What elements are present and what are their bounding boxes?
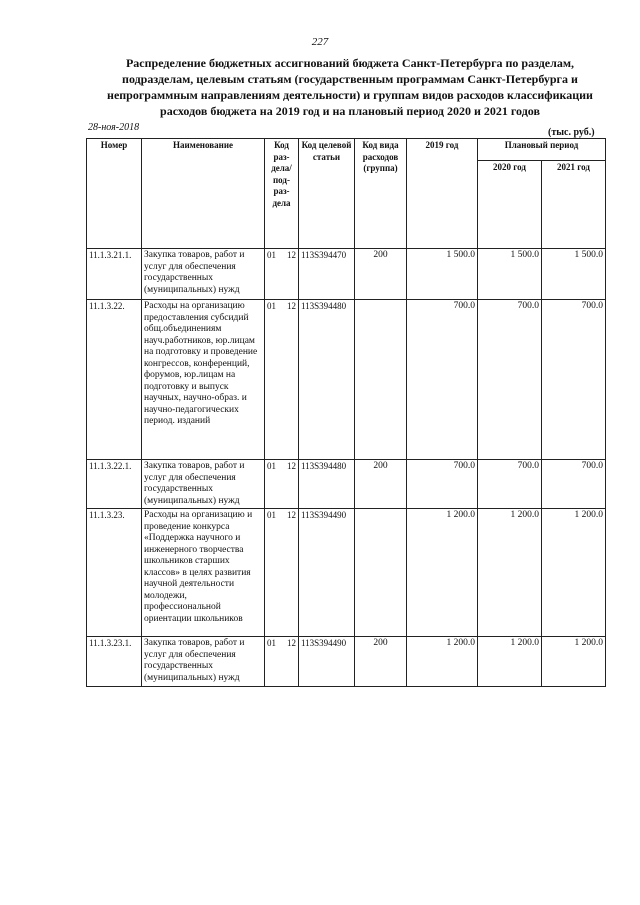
table-row — [87, 249, 606, 300]
row-name: Расходы на организацию и проведение конкурса «Поддержка научного и инженерного творчества школьников старших классов» в целях развития научной деятельности молодежи, профессиональной ориентации школьников — [142, 509, 265, 637]
row-target-code: 113S394470 — [299, 249, 355, 300]
row-amount-2021: 700.0 — [542, 460, 606, 509]
row-amount-2020: 1 200.0 — [478, 509, 542, 637]
header-year-2021: 2021 год — [542, 161, 606, 249]
row-number: 11.1.3.22. — [87, 300, 142, 460]
row-subsection: 12 — [287, 510, 296, 520]
table-row — [87, 637, 606, 687]
row-amount-2021: 700.0 — [542, 300, 606, 460]
row-expense-type: 200 — [355, 249, 407, 300]
row-amount-2019: 700.0 — [407, 460, 478, 509]
row-section-code — [265, 509, 299, 637]
row-subsection: 12 — [287, 301, 296, 311]
row-number: 11.1.3.22.1. — [87, 460, 142, 509]
row-name: Закупка товаров, работ и услуг для обеспечения государственных (муниципальных) нужд — [142, 460, 265, 509]
header-number: Номер — [87, 139, 142, 249]
row-amount-2021: 1 500.0 — [542, 249, 606, 300]
row-number: 11.1.3.21.1. — [87, 249, 142, 300]
row-subsection: 12 — [287, 250, 296, 260]
row-target-code: 113S394480 — [299, 300, 355, 460]
row-amount-2019: 1 200.0 — [407, 509, 478, 637]
header-planned-period: Плановый период — [478, 139, 606, 161]
row-target-code: 113S394490 — [299, 637, 355, 687]
row-section-code — [265, 460, 299, 509]
table-row — [87, 509, 606, 637]
header-target-code: Код целевой статьи — [299, 139, 355, 249]
row-section: 01 — [267, 510, 276, 520]
row-target-code: 113S394480 — [299, 460, 355, 509]
budget-table — [86, 138, 606, 687]
units-label: (тыс. руб.) — [548, 127, 595, 138]
document-date: 28-ноя-2018 — [88, 122, 140, 133]
row-target-code: 113S394490 — [299, 509, 355, 637]
row-name: Расходы на организацию предоставления субсидий общ.объединениям науч.работников, юр.лицам на подготовку и проведение конгрессов, конференций, форумов, юр.лицам на подготовку и выпуск научных, научно-образ. и научно-педагогических период. изданий — [142, 300, 265, 460]
row-name: Закупка товаров, работ и услуг для обеспечения государственных (муниципальных) нужд — [142, 249, 265, 300]
row-amount-2020: 1 500.0 — [478, 249, 542, 300]
row-amount-2020: 700.0 — [478, 460, 542, 509]
row-expense-type: 200 — [355, 460, 407, 509]
row-expense-type — [355, 509, 407, 637]
row-section-code — [265, 249, 299, 300]
row-expense-type — [355, 300, 407, 460]
header-name: Наименование — [142, 139, 265, 249]
row-amount-2021: 1 200.0 — [542, 509, 606, 637]
header-year-2019: 2019 год — [407, 139, 478, 249]
row-number: 11.1.3.23. — [87, 509, 142, 637]
row-section: 01 — [267, 301, 276, 311]
row-amount-2019: 700.0 — [407, 300, 478, 460]
row-amount-2020: 700.0 — [478, 300, 542, 460]
header-expense-type-code: Код вида расходов (группа) — [355, 139, 407, 249]
header-section-code: Код раз-дела/ под-раз-дела — [265, 139, 299, 249]
row-amount-2019: 1 500.0 — [407, 249, 478, 300]
row-amount-2020: 1 200.0 — [478, 637, 542, 687]
row-expense-type: 200 — [355, 637, 407, 687]
row-subsection: 12 — [287, 638, 296, 648]
table-row — [87, 300, 606, 460]
header-year-2020: 2020 год — [478, 161, 542, 249]
row-section-code — [265, 637, 299, 687]
document-title: Распределение бюджетных ассигнований бюджета Санкт-Петербурга по разделам, подразделам, целевым статьям (государственным программам Санкт-Петербурга и непрограммным направлениям деятельности) и группам видов расходов классификации расходов бюджета на 2019 год и на плановый период 2020 и 2021 годов — [107, 56, 593, 118]
row-section-code — [265, 300, 299, 460]
table-row — [87, 460, 606, 509]
row-amount-2021: 1 200.0 — [542, 637, 606, 687]
row-amount-2019: 1 200.0 — [407, 637, 478, 687]
row-name: Закупка товаров, работ и услуг для обеспечения государственных (муниципальных) нужд — [142, 637, 265, 687]
page-number: 227 — [311, 36, 329, 48]
row-number: 11.1.3.23.1. — [87, 637, 142, 687]
row-subsection: 12 — [287, 461, 296, 471]
row-section: 01 — [267, 250, 276, 260]
row-section: 01 — [267, 638, 276, 648]
row-section: 01 — [267, 461, 276, 471]
